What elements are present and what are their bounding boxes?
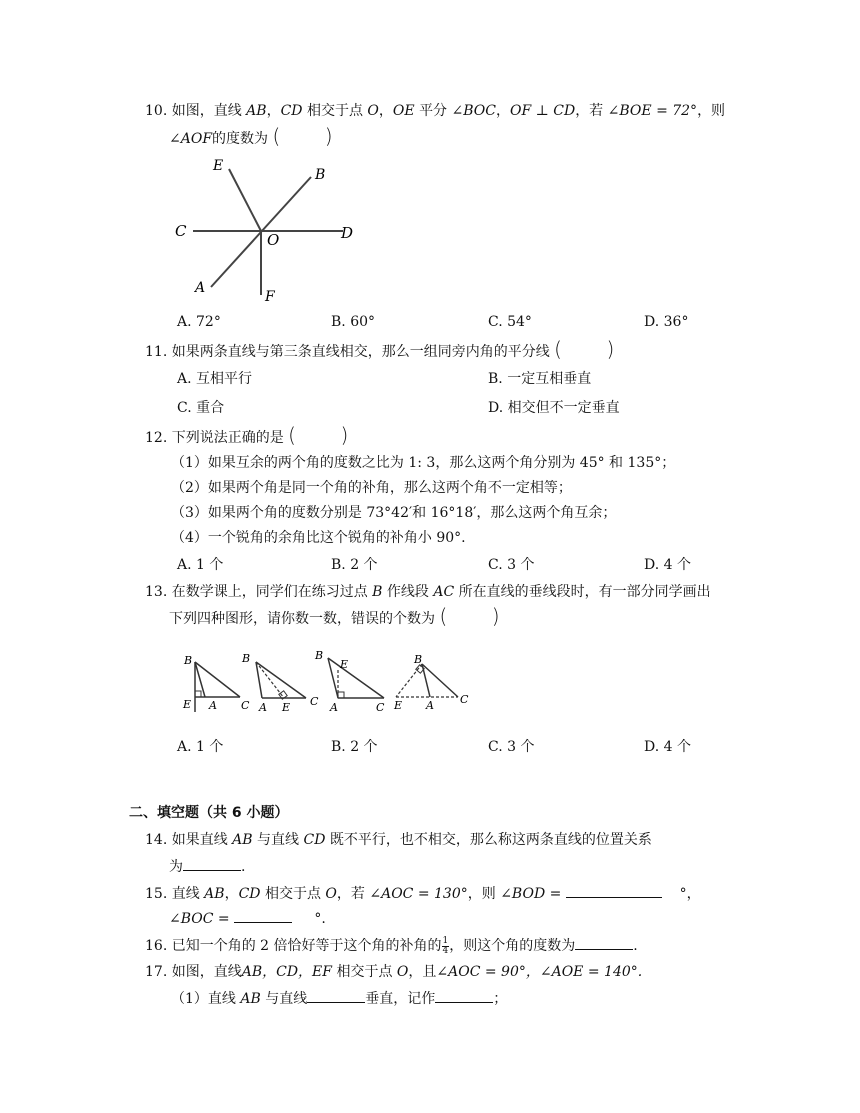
q13-figures <box>178 648 478 718</box>
q12-option-a[interactable]: A. 1 个 <box>177 557 224 573</box>
q10-option-d[interactable]: D. 36° <box>644 314 689 330</box>
answer-blank-bod[interactable] <box>566 883 662 898</box>
q10-stem-line2: ∠AOF的度数为 ( ) <box>169 124 333 148</box>
q11-stem: 11. 如果两条直线与第三条直线相交，那么一组同旁内角的平分线 ( ) <box>145 337 615 361</box>
svg-text:B: B <box>242 652 251 665</box>
answer-paren: ( ) <box>554 337 615 361</box>
q10-option-c[interactable]: C. 54° <box>488 314 532 330</box>
q15-stem-line1: 15. 直线 AB，CD 相交于点 O，若 ∠AOC = 130°，则 ∠BOD = °， <box>145 883 701 904</box>
q10-option-b[interactable]: B. 60° <box>331 314 376 330</box>
answer-paren: ( ) <box>439 604 500 628</box>
label-C: C <box>175 222 187 240</box>
svg-text:C: C <box>376 701 385 714</box>
answer-paren: ( ) <box>272 124 333 148</box>
q13-stem-line2: 下列四种图形，请你数一数，错误的个数为 ( ) <box>169 604 500 628</box>
q17-stem: 17. 如图，直线AB，CD，EF 相交于点 O，且∠AOC = 90°，∠AOE = 140°. <box>145 964 643 980</box>
answer-paren: ( ) <box>288 423 349 447</box>
q12-item-4: （4）一个锐角的余角比这个锐角的补角小 90°. <box>171 530 466 546</box>
answer-blank[interactable] <box>183 856 241 871</box>
q16-stem: 16. 已知一个角的 2 倍恰好等于这个角的补角的 $\frac{1}{4}$ ，则这个角的度数为 . <box>145 935 638 956</box>
ray-OE <box>229 169 261 231</box>
q12-item-2: （2）如果两个角是同一个角的补角，那么这两个角不一定相等； <box>171 480 572 496</box>
label-D: D <box>341 224 354 242</box>
answer-blank-line[interactable] <box>307 988 365 1003</box>
q13-option-b[interactable]: B. 2 个 <box>331 739 378 755</box>
q13-figure-2 <box>241 652 319 714</box>
q13-option-a[interactable]: A. 1 个 <box>177 739 224 755</box>
q13-option-d[interactable]: D. 4 个 <box>644 739 691 755</box>
label-F: F <box>265 289 275 305</box>
svg-text:C: C <box>460 693 469 706</box>
label-O: O <box>267 231 280 249</box>
q13-figure-3 <box>314 649 385 714</box>
q10-figure <box>165 155 365 305</box>
q12-option-b[interactable]: B. 2 个 <box>331 557 378 573</box>
svg-text:C: C <box>310 695 319 708</box>
svg-text:E: E <box>183 698 192 711</box>
label-A: A <box>195 280 206 296</box>
q11-option-d[interactable]: D. 相交但不一定垂直 <box>488 400 620 416</box>
q10-option-a[interactable]: A. 72° <box>177 314 221 330</box>
svg-text:E: E <box>394 699 403 712</box>
q15-stem-line2: ∠BOC = °. <box>169 908 326 929</box>
q12-option-c[interactable]: C. 3 个 <box>488 557 535 573</box>
answer-blank-notation[interactable] <box>435 988 493 1003</box>
q11-option-b[interactable]: B. 一定互相垂直 <box>488 371 592 387</box>
q12-option-d[interactable]: D. 4 个 <box>644 557 691 573</box>
q14-stem-line2: 为 . <box>169 856 245 877</box>
svg-text:E: E <box>340 658 349 671</box>
q10-stem-line1: 10. 如图，直线 AB，CD 相交于点 O，OE 平分 ∠BOC，OF ⊥ CD，若 ∠BOE = 72°，则 <box>145 103 726 119</box>
answer-blank[interactable] <box>575 935 633 950</box>
q12-stem: 12. 下列说法正确的是 ( ) <box>145 423 349 447</box>
svg-text:A: A <box>259 701 267 714</box>
q13-option-c[interactable]: C. 3 个 <box>488 739 535 755</box>
q14-stem-line1: 14. 如果直线 AB 与直线 CD 既不平行，也不相交，那么称这两条直线的位置关系 <box>145 832 652 848</box>
label-E: E <box>213 158 224 174</box>
answer-blank-boc[interactable] <box>234 908 292 923</box>
svg-text:C: C <box>241 699 250 712</box>
q17-sub1: （1）直线 AB 与直线 垂直，记作 ； <box>171 988 507 1009</box>
q12-item-1: （1）如果互余的两个角的度数之比为 1: 3，那么这两个角分别为 45° 和 135°； <box>171 455 676 471</box>
q11-option-c[interactable]: C. 重合 <box>177 400 225 416</box>
q13-stem-line1: 13. 在数学课上，同学们在练习过点 B 作线段 AC 所在直线的垂线段时，有一部分同学画出 <box>145 584 711 600</box>
svg-text:B: B <box>184 654 193 667</box>
svg-text:A: A <box>330 701 338 714</box>
svg-text:E: E <box>282 701 291 714</box>
q11-option-a[interactable]: A. 互相平行 <box>177 371 253 387</box>
svg-text:B: B <box>315 649 324 662</box>
q12-item-3: （3）如果两个角的度数分别是 73°42′和 16°18′，那么这两个角互余； <box>171 505 617 521</box>
svg-text:A: A <box>426 699 434 712</box>
svg-text:B: B <box>414 653 423 666</box>
label-B: B <box>315 167 326 183</box>
fraction-one-quarter: $\frac{1}{4}$ <box>442 935 449 956</box>
q13-figure-4 <box>393 653 469 712</box>
q13-figure-1 <box>182 654 250 712</box>
svg-text:A: A <box>209 699 217 712</box>
section-title: 二、填空题（共 6 小题） <box>129 805 289 821</box>
